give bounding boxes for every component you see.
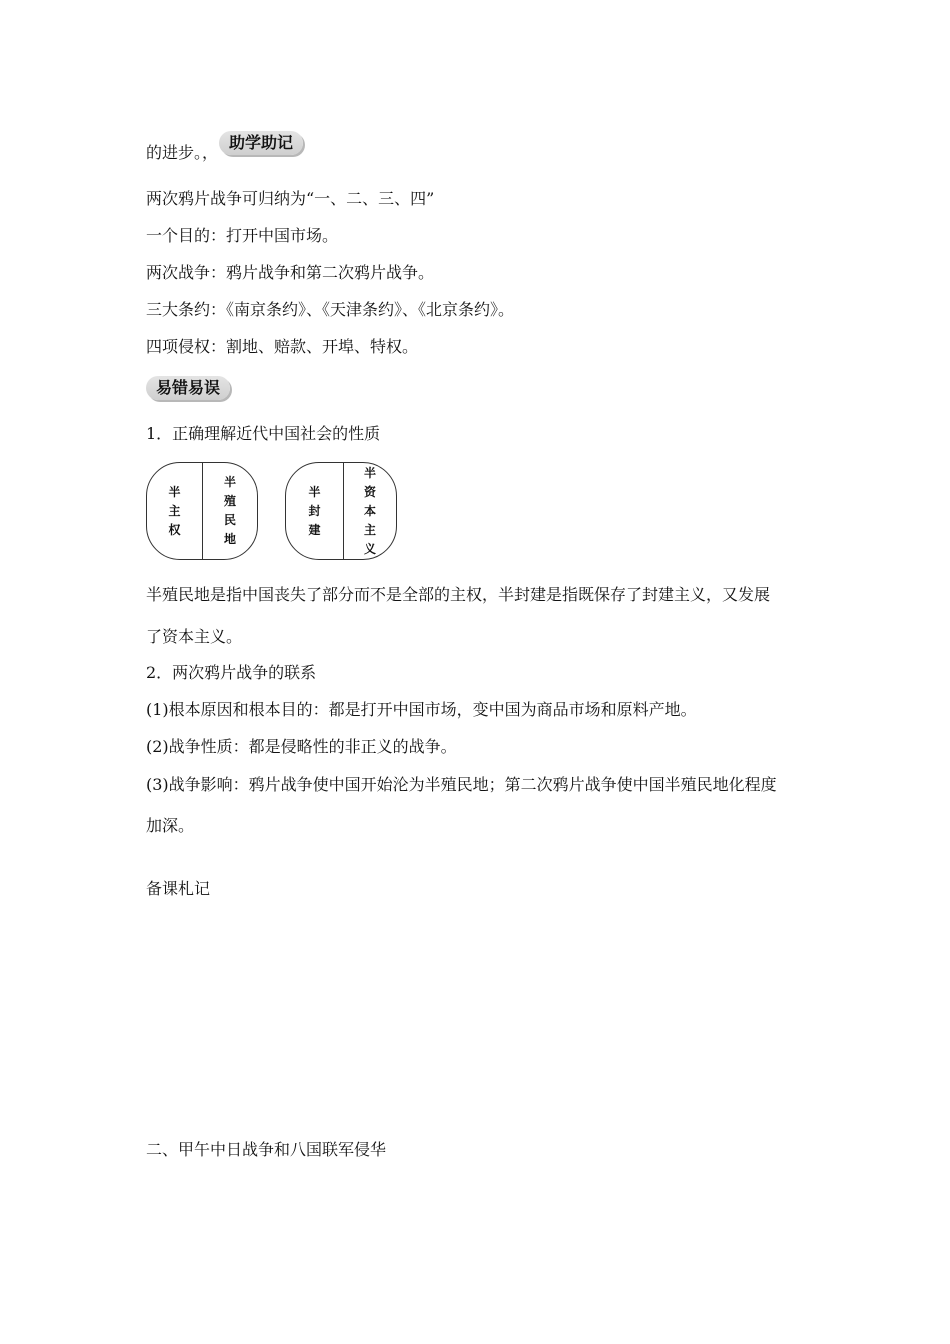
- diagram-half-semi-capitalist: [344, 463, 396, 559]
- section1-explanation-line1: 半殖民地是指中国丧失了部分而不是全部的主权，半封建是指既保存了封建主义，又发展: [146, 585, 771, 604]
- char: 地: [223, 532, 236, 546]
- char: 资: [363, 484, 376, 499]
- memory-item-rights: 四项侵权：割地、赔款、开埠、特权。: [146, 337, 419, 356]
- section1-title: 1．正确理解近代中国社会的性质: [146, 424, 381, 443]
- char: 封: [308, 503, 321, 518]
- char: 本: [363, 503, 376, 518]
- char: 民: [223, 513, 236, 527]
- char: 半: [363, 465, 376, 480]
- char: 义: [363, 541, 376, 556]
- diagram-box-semi-feudal: [285, 462, 397, 560]
- char: 半: [223, 475, 236, 489]
- char: 主: [363, 522, 376, 537]
- section2-point-3-continued: 加深。: [146, 816, 195, 835]
- lesson-notes-label: 备课札记: [146, 879, 211, 898]
- char: 建: [308, 522, 321, 537]
- diagram-half-semi-sovereignty: [147, 463, 203, 559]
- section1-explanation-line2: 了资本主义。: [146, 627, 243, 646]
- char: 殖: [223, 494, 236, 508]
- memory-item-treaties: 三大条约：《南京条约》、《天津条约》、《北京条约》。: [146, 300, 515, 319]
- section2-title: 2．两次鸦片战争的联系: [146, 663, 317, 682]
- char: 主: [168, 503, 181, 518]
- section2-point-1: (1)根本原因和根本目的：都是打开中国市场，变中国为商品市场和原料产地。: [146, 700, 697, 719]
- diagram-half-semi-colony: [203, 463, 257, 559]
- section2-point-2: (2)战争性质：都是侵略性的非正义的战争。: [146, 737, 457, 756]
- memory-item-wars: 两次战争：鸦片战争和第二次鸦片战争。: [146, 263, 435, 282]
- memory-intro: 两次鸦片战争可归纳为“一、二、三、四”: [146, 189, 435, 208]
- top-line: 的进步。，: [146, 143, 219, 162]
- badge-common-errors: 易错易误: [146, 376, 230, 400]
- diagram-half-semi-feudal: [286, 463, 344, 559]
- char: 权: [168, 522, 181, 537]
- next-section-heading: 二、甲午中日战争和八国联军侵华: [146, 1140, 387, 1159]
- char: 半: [168, 484, 181, 499]
- section2-point-3: (3)战争影响：鸦片战争使中国开始沦为半殖民地；第二次鸦片战争使中国半殖民地化程度: [146, 775, 777, 794]
- memory-item-purpose: 一个目的：打开中国市场。: [146, 226, 339, 245]
- badge-memory-aid: 助学助记: [219, 131, 303, 155]
- char: 半: [308, 484, 321, 499]
- diagram-box-semi-colonial: [146, 462, 258, 560]
